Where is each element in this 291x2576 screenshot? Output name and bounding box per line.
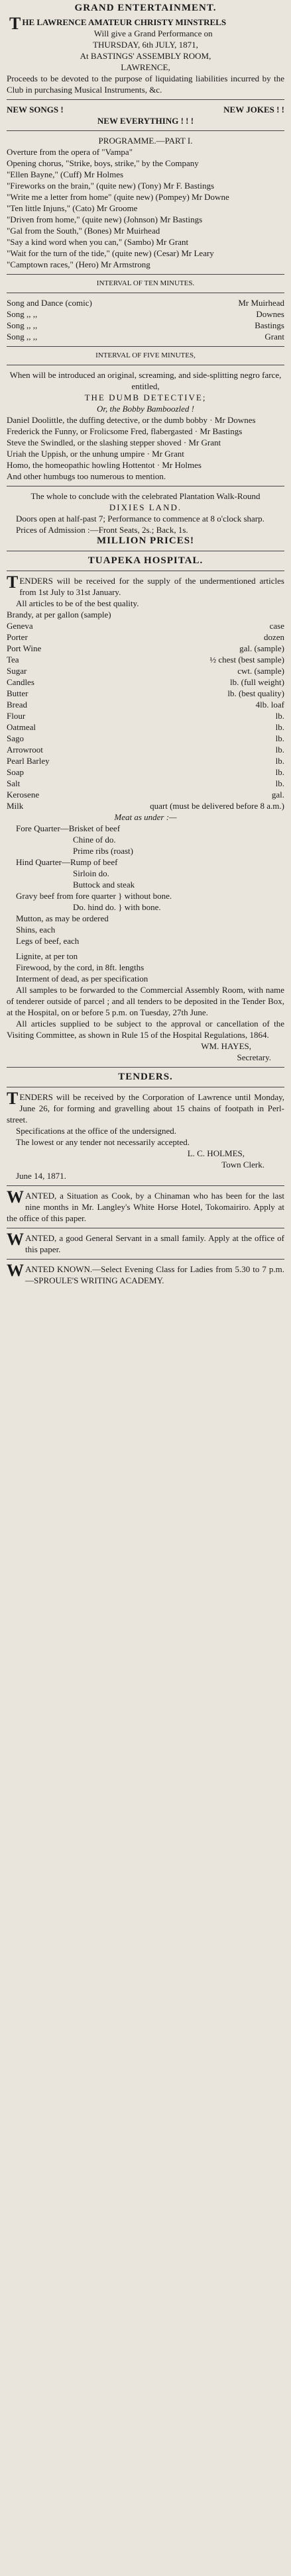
performance-line: Will give a Grand Performance on: [93, 28, 213, 38]
minstrels-org: THE LAWRENCE AMATEUR CHRISTY MINSTRELS: [9, 14, 227, 33]
list-item: [0, 789, 291, 800]
farce-intro: When will be introduced an original, screaming, and side-splitting negro farce, entitled,: [9, 370, 282, 391]
list-item: [0, 688, 291, 699]
list-item: [0, 755, 291, 766]
article-name: Soap: [7, 767, 24, 777]
article-spec: lb. (best quality): [227, 688, 284, 698]
list-item: Prime ribs (roast): [73, 846, 133, 856]
songs-list: [0, 297, 291, 342]
list-item: [0, 331, 291, 342]
article-spec: lb.: [275, 756, 284, 766]
list-item: Sirloin do.: [73, 868, 109, 878]
list-item: "Write me a letter from home" (quite new) (Pompey) Mr Downe: [7, 192, 229, 202]
article-name: Candles: [7, 677, 34, 687]
list-item: [0, 721, 291, 733]
article-name: Port Wine: [7, 643, 42, 653]
article-name: Bread: [7, 700, 28, 710]
list-item: Steve the Swindled, or the slashing stepper shoved · Mr Grant: [7, 437, 221, 447]
article-spec: lb. (full weight): [230, 677, 284, 687]
slogan-row: [0, 104, 291, 115]
song-label: Song ,, ,,: [7, 320, 38, 330]
farce-title: THE DUMB DETECTIVE;: [84, 392, 207, 402]
article-name: Geneva: [7, 621, 33, 631]
hospital-signer-title: Secretary.: [237, 1052, 271, 1062]
article-spec: gal. (sample): [239, 643, 284, 653]
list-item: [0, 733, 291, 744]
list-item: "Driven from home," (quite new) (Johnson) Mr Bastings: [7, 214, 203, 224]
list-item: [0, 766, 291, 778]
proceeds-text: Proceeds to be devoted to the purpose of liquidating liabilities incurred by the Club in purchasing Musical Instruments, &c.: [7, 73, 284, 95]
song-performer: Bastings: [255, 320, 284, 330]
interment-line: Interment of dead, as per specification: [16, 974, 148, 984]
hospital-signer: WM. HAYES,: [201, 1041, 251, 1051]
article-name: Porter: [7, 632, 28, 642]
list-item: [0, 710, 291, 721]
performance-date: THURSDAY, 6th JULY, 1871,: [93, 40, 198, 50]
list-item: Frederick the Funny, or Frolicsome Fred, flabergasted · Mr Bastings: [7, 426, 243, 436]
slogan-left: NEW SONGS !: [7, 105, 64, 115]
list-item: "Ten little Injuns," (Cato) Mr Groome: [7, 203, 138, 213]
tenders-signer: L. C. HOLMES,: [187, 1148, 245, 1158]
article-name: Brandy, at per gallon (sample): [7, 610, 111, 620]
list-item: [0, 643, 291, 654]
article-name: Flour: [7, 711, 26, 721]
list-item: Gravy beef from fore quarter } without bone.: [16, 891, 172, 901]
list-item: Hind Quarter—Rump of beef: [16, 857, 118, 867]
list-item: And other humbugs too numerous to mention.: [7, 471, 166, 481]
list-item: Fore Quarter—Brisket of beef: [16, 823, 121, 833]
wanted-cook-ad: WANTED, a Situation as Cook, by a Chinaman who has been for the last nine months in Mr. Langley's White Horse Hotel, Tokomairiro. Apply at the office of this paper.: [7, 1187, 284, 1223]
article-name: Pearl Barley: [7, 756, 50, 766]
article-name: Oatmeal: [7, 722, 36, 732]
article-spec: ½ chest (best sample): [209, 655, 284, 665]
divider: [7, 1259, 284, 1260]
programme-heading: PROGRAMME.—PART I.: [98, 136, 193, 146]
slogan-right: NEW JOKES ! !: [223, 105, 284, 115]
list-item: "Say a kind word when you can," (Sambo) Mr Grant: [7, 237, 189, 247]
article-name: Milk: [7, 801, 24, 811]
song-performer: Grant: [264, 332, 284, 342]
articles-list: [0, 609, 291, 811]
list-item: [0, 308, 291, 320]
grand-entertainment-title: GRAND ENTERTAINMENT.: [74, 3, 217, 13]
list-item: Opening chorus, "Strike, boys, strike," by the Company: [7, 158, 199, 168]
tenders-heading: TENDERS.: [118, 1072, 173, 1082]
article-name: Salt: [7, 778, 21, 788]
samples-text: All samples to be forwarded to the Commercial Assembly Room, with name of tenderer outside of parcel ; and all tenders to be deposited in the Tender Box, at the Hospital, on or before 5 p.m. on Tuesday, 27th June.: [7, 985, 284, 1017]
list-item: Homo, the homeopathic howling Hottentot · Mr Holmes: [7, 460, 202, 470]
programme-list: [0, 146, 291, 270]
wanted-servant-ad: WANTED, a good General Servant in a small family. Apply at the office of this paper.: [7, 1230, 284, 1254]
list-item: "Camptown races," (Hero) Mr Armstrong: [7, 259, 150, 269]
article-spec: quart (must be delivered before 8 a.m.): [150, 801, 284, 811]
divider: [7, 1067, 284, 1068]
interval-five: INTERVAL OF FIVE MINUTES,: [95, 351, 196, 359]
article-name: Arrowroot: [7, 745, 43, 755]
song-label: Song and Dance (comic): [7, 298, 92, 308]
prices-text: Prices of Admission :—Front Seats, 2s.; Back, 1s.: [16, 525, 188, 535]
list-item: Shins, each: [16, 925, 56, 935]
list-item: Overture from the opera of "Vampa": [7, 147, 133, 157]
list-item: Do. hind do. } with bone.: [73, 902, 161, 912]
list-item: [0, 297, 291, 308]
article-spec: lb.: [275, 711, 284, 721]
hospital-heading: TUAPEKA HOSPITAL.: [87, 555, 204, 566]
lignite-line: Lignite, at per ton: [16, 951, 78, 961]
doors-text: Doors open at half-past 7; Performance to commence at 8 o'clock sharp.: [16, 514, 264, 524]
million-prices: MILLION PRICES!: [96, 535, 195, 546]
list-item: [0, 631, 291, 643]
article-spec: lb.: [275, 778, 284, 788]
song-performer: Mr Muirhead: [238, 298, 284, 308]
list-item: [0, 676, 291, 688]
list-item: "Fireworks on the brain," (quite new) (Tony) Mr F. Bastings: [7, 181, 215, 191]
performance-venue: At BASTINGS' ASSEMBLY ROOM,: [80, 51, 211, 61]
song-performer: Downes: [256, 309, 284, 319]
tenders-date: June 14, 1871.: [16, 1171, 66, 1181]
firewood-line: Firewood, by the cord, in 8ft. lengths: [16, 962, 145, 972]
article-spec: lb.: [275, 733, 284, 743]
list-item: Daniel Doolittle, the duffing detective, or the dumb bobby · Mr Downes: [7, 415, 256, 425]
list-item: Uriah the Uppish, or the unhung umpire · Mr Grant: [7, 449, 184, 459]
song-label: Song ,, ,,: [7, 332, 38, 342]
article-spec: lb.: [275, 745, 284, 755]
divider: [7, 274, 284, 275]
article-name: Butter: [7, 688, 29, 698]
divider: [7, 130, 284, 131]
slogan-center: NEW EVERYTHING ! ! !: [97, 116, 194, 126]
list-item: Buttock and steak: [73, 880, 135, 890]
list-item: Legs of beef, each: [16, 936, 80, 946]
list-item: "Gal from the South," (Bones) Mr Muirhead: [7, 226, 160, 236]
list-item: Mutton, as may be ordered: [16, 913, 109, 923]
article-spec: cwt. (sample): [237, 666, 284, 676]
article-spec: case: [269, 621, 284, 631]
divider: [7, 99, 284, 100]
article-name: Sago: [7, 733, 24, 743]
article-name: Sugar: [7, 666, 27, 676]
tenders-lowest: The lowest or any tender not necessarily accepted.: [16, 1137, 190, 1147]
farce-subtitle: Or, the Bobby Bamboozled !: [97, 404, 194, 414]
divider: [7, 346, 284, 347]
divider: [7, 1185, 284, 1186]
article-spec: dozen: [263, 632, 284, 642]
list-item: [0, 800, 291, 811]
article-spec: gal.: [271, 790, 284, 800]
list-item: [0, 744, 291, 755]
tenders-signer-title: Town Clerk.: [221, 1160, 264, 1170]
dixie-title: DIXIES LAND.: [109, 502, 182, 512]
list-item: [0, 609, 291, 620]
article-spec: lb.: [275, 722, 284, 732]
article-spec: lb.: [275, 767, 284, 777]
performance-town: LAWRENCE,: [121, 62, 170, 72]
list-item: [0, 699, 291, 710]
list-item: [0, 620, 291, 631]
wanted-known-ad: WANTED KNOWN.—Select Evening Class for Ladies from 5.30 to 7 p.m.—SPROULE'S WRITING ACADEMY.: [7, 1261, 284, 1285]
list-item: [0, 665, 291, 676]
meat-heading: Meat as under :—: [114, 812, 177, 822]
article-name: Kerosene: [7, 790, 40, 800]
tenders-body: TENDERS will be received by the Corporation of Lawrence until Monday, June 26, for forming and gravelling about 15 chains of footpath in Perl-street.: [7, 1089, 284, 1125]
article-spec: 4lb. loaf: [255, 700, 284, 710]
hospital-intro: TENDERS will be received for the supply of the undermentioned articles from 1st July to 31st January.: [7, 573, 284, 597]
interval-ten: INTERVAL OF TEN MINUTES.: [96, 279, 195, 287]
list-item: [0, 654, 291, 665]
hospital-best-quality: All articles to be of the best quality.: [16, 598, 139, 608]
list-item: "Wait for the turn of the tide," (quite new) (Cesar) Mr Leary: [7, 248, 214, 258]
list-item: Chine of do.: [73, 835, 116, 845]
cast-list: [0, 414, 291, 482]
list-item: [0, 320, 291, 331]
song-label: Song ,, ,,: [7, 309, 38, 319]
article-name: Tea: [7, 655, 19, 665]
conclusion-text: The whole to conclude with the celebrated Plantation Walk-Round: [30, 491, 261, 501]
list-item: "Ellen Bayne," (Cuff) Mr Holmes: [7, 169, 124, 179]
list-item: [0, 778, 291, 789]
approval-text: All articles supplied to be subject to the approval or cancellation of the Visiting Committee, as shown in Rule 15 of the Hospital Regulations, 1864.: [7, 1019, 284, 1040]
tenders-spec: Specifications at the office of the undersigned.: [16, 1126, 176, 1136]
meat-list: [0, 823, 291, 946]
